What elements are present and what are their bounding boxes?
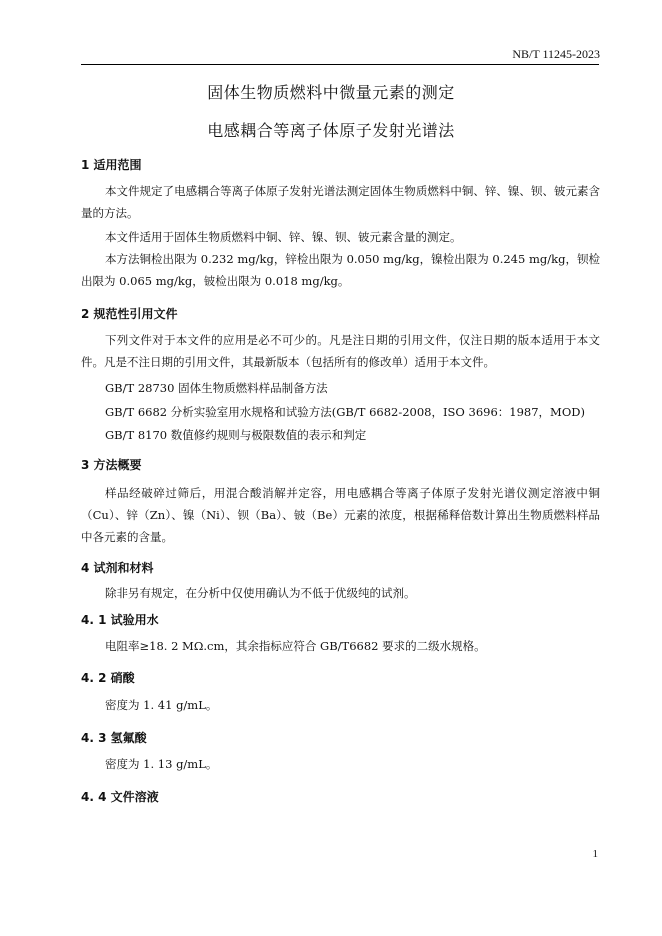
- document-code: NB/T 11245-2023: [512, 47, 600, 61]
- section-4-2-para: 密度为 1. 41 g/mL。: [105, 698, 218, 712]
- section-4-3-para: 密度为 1. 13 g/mL。: [105, 757, 218, 771]
- section-2-para-1: 下列文件对于本文件的应用是必不可少的。凡是注日期的引用文件，仅注日期的版本适用于本文件。凡是不注日期的引用文件，其最新版本（包括所有的修改单）适用于本文件。: [81, 333, 600, 369]
- document-subtitle: 电感耦合等离子体原子发射光谱法: [207, 121, 455, 140]
- section-4-heading: 4 试剂和材料: [81, 561, 154, 575]
- reference-item: GB/T 8170 数值修约规则与极限数值的表示和判定: [105, 428, 367, 442]
- document-title: 固体生物质燃料中微量元素的测定: [207, 83, 455, 102]
- page-number: 1: [592, 848, 598, 860]
- section-4-1-para: 电阻率≥18. 2 MΩ.cm，其余指标应符合 GB/T6682 要求的二级水规格。: [105, 639, 486, 653]
- section-1-heading: 1 适用范围: [81, 158, 142, 172]
- section-4-3-heading: 4. 3 氢氟酸: [81, 731, 147, 745]
- reference-item: GB/T 6682 分析实验室用水规格和试验方法(GB/T 6682-2008，ISO 3696：1987，MOD): [105, 405, 585, 419]
- section-4-1-heading: 4. 1 试验用水: [81, 613, 159, 627]
- section-4-para-1: 除非另有规定，在分析中仅使用确认为不低于优级纯的试剂。: [105, 586, 416, 600]
- section-1-para-2: 本文件适用于固体生物质燃料中铜、锌、镍、钡、铍元素含量的测定。: [105, 230, 462, 244]
- section-1-para-1: 本文件规定了电感耦合等离子体原子发射光谱法测定固体生物质燃料中铜、锌、镍、钡、铍元素含量的方法。: [81, 184, 600, 220]
- reference-item: GB/T 28730 固体生物质燃料样品制备方法: [105, 381, 328, 395]
- section-4-4-heading: 4. 4 文件溶液: [81, 790, 159, 804]
- header-rule: [81, 64, 599, 65]
- section-2-heading: 2 规范性引用文件: [81, 307, 178, 321]
- section-3-para-1: 样品经破碎过筛后，用混合酸消解并定容，用电感耦合等离子体原子发射光谱仪测定溶液中铜（Cu）、锌（Zn）、镍（Ni）、钡（Ba）、铍（Be）元素的浓度，根据稀释倍数计算出生物质燃料样品中各元素的含量。: [81, 486, 600, 544]
- section-1-para-3: 本方法铜检出限为 0.232 mg/kg，锌检出限为 0.050 mg/kg，镍检出限为 0.245 mg/kg，钡检出限为 0.065 mg/kg，铍检出限为 0.018 mg/kg。: [81, 252, 600, 288]
- section-3-heading: 3 方法概要: [81, 458, 142, 472]
- section-4-2-heading: 4. 2 硝酸: [81, 671, 135, 685]
